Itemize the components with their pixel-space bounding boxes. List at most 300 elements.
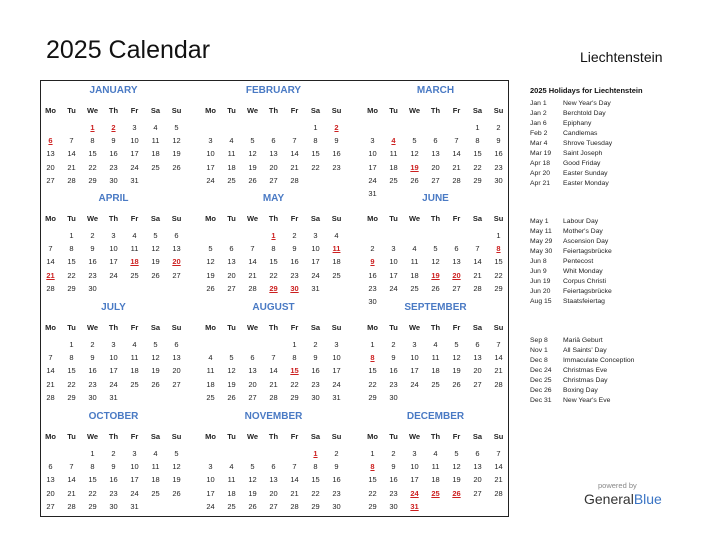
calendar-date: 4 <box>153 449 158 458</box>
weekday-label: Sa <box>310 214 321 223</box>
calendar-date: 27 <box>46 175 55 185</box>
holiday-name: Ascension Day <box>563 238 609 245</box>
calendar-date: 5 <box>433 244 438 254</box>
calendar-date: 5 <box>174 123 179 132</box>
calendar-date: 17 <box>410 475 419 485</box>
calendar-date: 17 <box>206 488 215 498</box>
holiday-name: Feiertagsbrücke <box>563 288 612 295</box>
calendar-date: 10 <box>410 462 419 472</box>
calendar-date: 12 <box>452 462 461 472</box>
calendar-date: 3 <box>208 462 213 472</box>
calendar-date: 6 <box>174 340 179 349</box>
calendar-date: 25 <box>227 175 236 185</box>
weekday-label: Sa <box>150 432 161 441</box>
calendar-date: 19 <box>452 475 461 485</box>
holiday-name: Easter Monday <box>563 180 609 187</box>
holiday-row <box>530 367 607 374</box>
calendar-date: 29 <box>368 501 377 511</box>
calendar-date: 30 <box>88 392 97 402</box>
holiday-date-label: Jan 1 <box>530 100 547 107</box>
calendar-date: 30 <box>109 501 118 511</box>
holiday-date: 1 <box>271 231 276 240</box>
calendar-date: 9 <box>292 244 297 254</box>
calendar-date: 5 <box>250 462 255 472</box>
calendar-date: 27 <box>227 283 236 293</box>
holiday-row <box>530 100 611 107</box>
calendar-date: 25 <box>389 175 398 185</box>
holiday-date-label: Apr 20 <box>530 170 551 177</box>
holiday-date-label: Dec 25 <box>530 377 552 384</box>
calendar-date: 28 <box>269 392 278 402</box>
calendar-date: 12 <box>206 257 215 267</box>
calendar-date: 20 <box>46 162 55 172</box>
month-name: JULY <box>101 302 126 313</box>
calendar-date: 18 <box>431 366 440 376</box>
holiday-date-label: Dec 24 <box>530 367 552 374</box>
calendar-date: 11 <box>431 462 440 472</box>
holiday-date: 25 <box>431 488 440 498</box>
calendar-date: 17 <box>109 257 118 267</box>
calendar-date: 23 <box>109 162 118 172</box>
holiday-date: 21 <box>46 270 55 280</box>
holiday-date: 30 <box>290 283 299 293</box>
holiday-name: Epiphany <box>563 120 592 127</box>
weekday-label: Sa <box>472 323 483 332</box>
calendar-date: 14 <box>290 475 299 485</box>
calendar-date: 16 <box>88 366 97 376</box>
holiday-date-label: Jun 8 <box>530 258 547 265</box>
holiday-row <box>530 337 603 344</box>
holiday-date-label: Jan 6 <box>530 120 547 127</box>
month-name: APRIL <box>98 193 129 204</box>
calendar-date: 13 <box>248 366 257 376</box>
calendar-date: 11 <box>151 136 160 146</box>
calendar-date: 2 <box>292 231 297 240</box>
calendar-date: 30 <box>368 297 377 306</box>
holiday-name: Mother's Day <box>563 228 603 235</box>
calendar-date: 22 <box>368 379 377 389</box>
calendar-date: 20 <box>473 366 482 376</box>
calendar-date: 1 <box>370 449 375 458</box>
calendar-date: 19 <box>452 366 461 376</box>
holiday-name: Immaculate Conception <box>563 357 635 364</box>
holiday-date: 18 <box>130 257 139 267</box>
calendar-date: 2 <box>391 340 396 349</box>
calendar-date: 9 <box>334 136 339 146</box>
holiday-date-label: Dec 8 <box>530 357 548 364</box>
calendar-date: 13 <box>172 353 181 363</box>
weekday-label: Th <box>430 432 441 441</box>
calendar-date: 14 <box>494 353 503 363</box>
calendar-date: 6 <box>271 136 276 146</box>
calendar-date: 12 <box>410 149 419 159</box>
calendar-date: 31 <box>130 501 139 511</box>
calendar-date: 24 <box>206 501 215 511</box>
calendar-date: 19 <box>227 379 236 389</box>
calendar-date: 13 <box>172 244 181 254</box>
calendar-date: 23 <box>311 379 320 389</box>
calendar-date: 11 <box>227 475 236 485</box>
holiday-date-label: Jun 20 <box>530 288 551 295</box>
holiday-name: Good Friday <box>563 160 601 167</box>
calendar-date: 17 <box>410 366 419 376</box>
calendar-date: 4 <box>334 231 339 240</box>
calendar-date: 8 <box>69 353 74 363</box>
calendar-date: 9 <box>90 353 95 363</box>
calendar-date: 1 <box>90 449 95 458</box>
holiday-row <box>530 120 591 127</box>
calendar-date: 16 <box>389 475 398 485</box>
holiday-date-label: Jun 9 <box>530 268 547 275</box>
holiday-name: Mariä Geburt <box>563 337 603 344</box>
weekday-label: Sa <box>150 214 161 223</box>
weekday-label: Mo <box>367 323 378 332</box>
calendar-date: 1 <box>69 340 74 349</box>
calendar-date: 10 <box>389 257 398 267</box>
country-name: Liechtenstein <box>580 49 663 65</box>
holiday-row <box>530 347 607 354</box>
calendar-date: 31 <box>332 392 341 402</box>
calendar-date: 29 <box>494 283 503 293</box>
calendar-date: 27 <box>452 283 461 293</box>
calendar-date: 9 <box>334 462 339 472</box>
calendar-date: 7 <box>48 244 53 254</box>
holiday-date-label: Apr 21 <box>530 180 551 187</box>
calendar-date: 30 <box>109 175 118 185</box>
calendar-date: 17 <box>130 475 139 485</box>
weekday-label: Tu <box>67 214 76 223</box>
calendar-date: 21 <box>67 488 76 498</box>
calendar-date: 22 <box>67 270 76 280</box>
holiday-row <box>530 377 608 384</box>
calendar-date: 28 <box>290 175 299 185</box>
holidays-heading: 2025 Holidays for Liechtenstein <box>530 86 643 95</box>
calendar-date: 1 <box>496 231 501 240</box>
calendar-date: 11 <box>130 353 139 363</box>
weekday-label: Tu <box>389 214 398 223</box>
calendar-date: 6 <box>174 231 179 240</box>
holiday-row <box>530 140 612 147</box>
calendar-date: 3 <box>111 340 116 349</box>
weekday-label: Mo <box>205 106 216 115</box>
weekday-label: Th <box>430 323 441 332</box>
calendar-date: 29 <box>311 501 320 511</box>
calendar-date: 24 <box>109 379 118 389</box>
calendar-date: 3 <box>334 340 339 349</box>
calendar-date: 22 <box>311 488 320 498</box>
calendar-date: 7 <box>454 136 459 146</box>
calendar-date: 17 <box>389 270 398 280</box>
weekday-label: Tu <box>67 106 76 115</box>
calendar-date: 10 <box>206 149 215 159</box>
calendar-date: 4 <box>229 462 234 472</box>
calendar-date: 27 <box>269 501 278 511</box>
weekday-label: Mo <box>45 106 56 115</box>
calendar-date: 15 <box>311 475 320 485</box>
calendar-date: 7 <box>292 462 297 472</box>
calendar-date: 25 <box>431 379 440 389</box>
calendar-date: 6 <box>433 136 438 146</box>
calendar-date: 20 <box>431 162 440 172</box>
calendar-date: 3 <box>412 340 417 349</box>
calendar-date: 10 <box>109 244 118 254</box>
calendar-date: 14 <box>452 149 461 159</box>
month-name: SEPTEMBER <box>404 302 467 313</box>
calendar-date: 3 <box>208 136 213 146</box>
calendar-date: 4 <box>153 123 158 132</box>
weekday-label: Fr <box>130 106 139 115</box>
calendar-date: 24 <box>206 175 215 185</box>
calendar-date: 21 <box>67 162 76 172</box>
holiday-date: 1 <box>313 449 318 458</box>
month-name: JANUARY <box>89 85 138 96</box>
weekday-label: Mo <box>45 323 56 332</box>
holiday-row <box>530 170 608 177</box>
calendar-date: 23 <box>332 162 341 172</box>
calendar-date: 13 <box>473 353 482 363</box>
calendar-date: 22 <box>67 379 76 389</box>
calendar-date: 10 <box>109 353 118 363</box>
calendar-date: 13 <box>452 257 461 267</box>
calendar-date: 7 <box>496 340 501 349</box>
weekday-label: Th <box>108 106 119 115</box>
holiday-row <box>530 248 612 255</box>
holiday-date-label: Mar 4 <box>530 140 548 147</box>
holiday-row <box>530 130 597 137</box>
calendar-date: 6 <box>475 340 480 349</box>
holiday-date: 8 <box>370 353 375 363</box>
calendar-date: 15 <box>368 366 377 376</box>
weekday-label: Su <box>171 106 182 115</box>
calendar-date: 2 <box>391 449 396 458</box>
holiday-name: Pentecost <box>563 258 594 265</box>
weekday-label: Fr <box>130 214 139 223</box>
weekday-label: Mo <box>367 106 378 115</box>
calendar-date: 2 <box>370 244 375 254</box>
calendar-date: 14 <box>67 475 76 485</box>
holiday-date-label: May 1 <box>530 218 549 225</box>
month-name: OCTOBER <box>88 411 139 422</box>
page-title: 2025 Calendar <box>46 36 211 64</box>
calendar-date: 29 <box>88 175 97 185</box>
calendar-date: 7 <box>271 353 276 363</box>
weekday-label: We <box>246 323 259 332</box>
calendar-date: 4 <box>132 231 137 240</box>
weekday-label: Tu <box>227 106 236 115</box>
calendar-date: 13 <box>46 149 55 159</box>
weekday-label: Fr <box>130 432 139 441</box>
holiday-name: Easter Sunday <box>563 170 608 177</box>
weekday-label: Su <box>493 432 504 441</box>
calendar-date: 26 <box>227 392 236 402</box>
calendar-date: 8 <box>475 136 480 146</box>
calendar-date: 6 <box>48 462 53 472</box>
holiday-row <box>530 288 612 295</box>
calendar-date: 29 <box>67 392 76 402</box>
calendar-date: 18 <box>227 162 236 172</box>
calendar-date: 26 <box>206 283 215 293</box>
holiday-name: Labour Day <box>563 218 599 225</box>
calendar-date: 21 <box>494 366 503 376</box>
holiday-date-label: Mar 19 <box>530 150 552 157</box>
calendar-date: 1 <box>475 123 480 132</box>
calendar-date: 13 <box>46 475 55 485</box>
calendar-date: 12 <box>151 353 160 363</box>
calendar-date: 22 <box>88 488 97 498</box>
calendar-date: 4 <box>433 449 438 458</box>
weekday-label: We <box>86 432 99 441</box>
calendar-date: 3 <box>132 123 137 132</box>
calendar-date: 6 <box>250 353 255 363</box>
weekday-label: Fr <box>290 214 299 223</box>
calendar-date: 7 <box>69 136 74 146</box>
calendar-date: 22 <box>494 270 503 280</box>
month-name: JUNE <box>422 193 449 204</box>
calendar-date: 14 <box>494 462 503 472</box>
holiday-date: 1 <box>90 123 95 132</box>
generalblue-logo <box>584 491 662 507</box>
weekday-label: Sa <box>310 106 321 115</box>
holiday-date: 20 <box>452 270 461 280</box>
calendar-date: 28 <box>290 501 299 511</box>
calendar-date: 18 <box>431 475 440 485</box>
calendar-date: 24 <box>389 283 398 293</box>
calendar-date: 21 <box>290 162 299 172</box>
holiday-date-label: Jun 19 <box>530 278 551 285</box>
calendar-date: 3 <box>412 449 417 458</box>
calendar-date: 21 <box>494 475 503 485</box>
holiday-date: 6 <box>48 136 53 146</box>
calendar-date: 2 <box>496 123 501 132</box>
calendar-date: 18 <box>151 475 160 485</box>
calendar-date: 14 <box>67 149 76 159</box>
holiday-date: 2 <box>334 123 339 132</box>
calendar-date: 28 <box>494 379 503 389</box>
weekday-label: Su <box>493 214 504 223</box>
weekday-label: Su <box>331 432 342 441</box>
calendar-date: 26 <box>431 283 440 293</box>
calendar-date: 4 <box>132 340 137 349</box>
calendar-date: 4 <box>412 244 417 254</box>
calendar-date: 18 <box>332 257 341 267</box>
calendar-date: 3 <box>132 449 137 458</box>
month-name: DECEMBER <box>406 411 465 422</box>
weekday-label: We <box>86 106 99 115</box>
weekday-label: Fr <box>452 432 461 441</box>
holiday-name: Staatsfeiertag <box>563 298 605 305</box>
calendar-date: 30 <box>389 392 398 402</box>
calendar-date: 17 <box>368 162 377 172</box>
calendar-date: 12 <box>227 366 236 376</box>
calendar-date: 26 <box>452 379 461 389</box>
holiday-date: 4 <box>391 136 396 146</box>
holiday-date: 31 <box>410 501 419 511</box>
calendar-date: 23 <box>88 270 97 280</box>
weekday-label: Su <box>331 106 342 115</box>
calendar-date: 13 <box>269 149 278 159</box>
calendar-date: 9 <box>496 136 501 146</box>
holiday-row <box>530 150 602 157</box>
calendar-date: 23 <box>290 270 299 280</box>
calendar-date: 29 <box>88 501 97 511</box>
holiday-date: 11 <box>332 244 341 254</box>
calendar-date: 25 <box>206 392 215 402</box>
calendar-date: 3 <box>391 244 396 254</box>
calendar-date: 12 <box>452 353 461 363</box>
holiday-date-label: May 11 <box>530 228 552 235</box>
calendar-date: 24 <box>311 270 320 280</box>
calendar-date: 22 <box>368 488 377 498</box>
calendar-date: 12 <box>172 462 181 472</box>
calendar-date: 15 <box>67 366 76 376</box>
calendar-date: 3 <box>111 231 116 240</box>
calendar-date: 26 <box>248 175 257 185</box>
calendar-date: 20 <box>227 270 236 280</box>
calendar-date: 10 <box>410 353 419 363</box>
calendar-date: 5 <box>174 449 179 458</box>
calendar-date: 26 <box>151 379 160 389</box>
calendar-date: 27 <box>172 379 181 389</box>
holiday-name: Feiertagsbrücke <box>563 248 612 255</box>
month-name: MARCH <box>416 85 455 96</box>
calendar-date: 28 <box>67 175 76 185</box>
calendar-date: 30 <box>494 175 503 185</box>
calendar-date: 16 <box>109 149 118 159</box>
calendar-date: 8 <box>90 462 95 472</box>
calendar-date: 20 <box>269 162 278 172</box>
powered-by-label: powered by <box>598 481 637 490</box>
weekday-label: Su <box>331 323 342 332</box>
calendar-date: 25 <box>332 270 341 280</box>
calendar-date: 28 <box>46 283 55 293</box>
calendar-date: 25 <box>227 501 236 511</box>
calendar-date: 30 <box>332 501 341 511</box>
calendar-date: 27 <box>46 501 55 511</box>
calendar-date: 9 <box>313 353 318 363</box>
brand-blue: Blue <box>633 491 662 507</box>
calendar-date: 26 <box>248 501 257 511</box>
weekday-label: Su <box>493 106 504 115</box>
holiday-name: Christmas Day <box>563 377 608 384</box>
calendar-date: 21 <box>452 162 461 172</box>
calendar-date: 12 <box>248 475 257 485</box>
calendar-date: 6 <box>454 244 459 254</box>
calendar-date: 9 <box>391 462 396 472</box>
calendar-date: 24 <box>109 270 118 280</box>
weekday-label: Tu <box>389 106 398 115</box>
holiday-row <box>530 397 610 404</box>
calendar-date: 5 <box>229 353 234 363</box>
calendar-date: 21 <box>248 270 257 280</box>
month-name: AUGUST <box>252 302 295 313</box>
holiday-row <box>530 258 593 265</box>
weekday-label: We <box>246 214 259 223</box>
calendar-date: 8 <box>313 136 318 146</box>
weekday-label: Sa <box>472 106 483 115</box>
calendar-date: 19 <box>172 149 181 159</box>
weekday-label: Sa <box>472 214 483 223</box>
calendar-date: 10 <box>130 462 139 472</box>
calendar-date: 6 <box>475 449 480 458</box>
calendar-date: 9 <box>391 353 396 363</box>
calendar-date: 18 <box>206 379 215 389</box>
weekday-label: Su <box>493 323 504 332</box>
calendar-date: 31 <box>109 392 118 402</box>
calendar-date: 16 <box>389 366 398 376</box>
calendar-date: 28 <box>248 283 257 293</box>
calendar-date: 7 <box>250 244 255 254</box>
calendar-date: 27 <box>473 488 482 498</box>
